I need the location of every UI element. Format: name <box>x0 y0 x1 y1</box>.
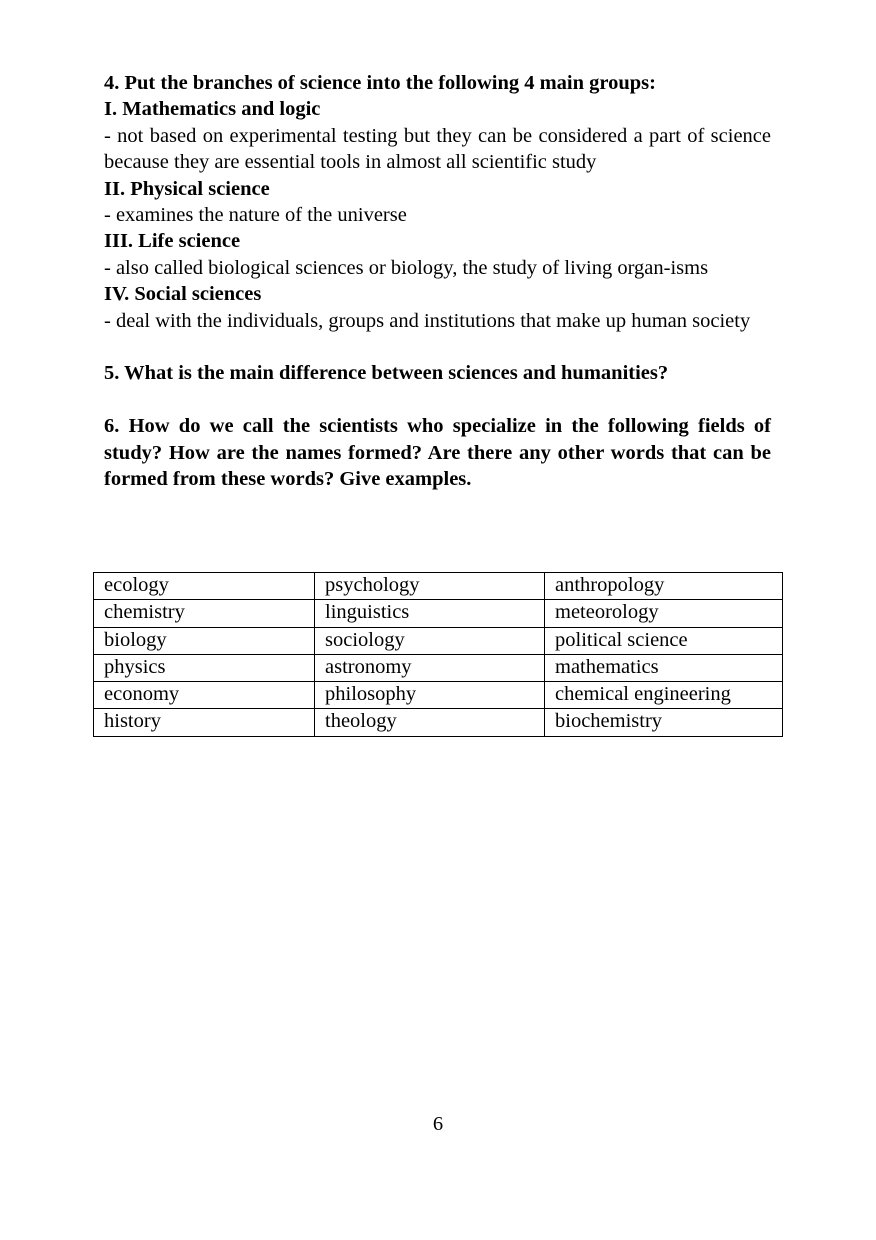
table-row <box>94 709 783 736</box>
page-body <box>104 70 771 492</box>
group-heading: IV. Social sciences <box>104 283 262 306</box>
question-6: 6. How do we call the scientists who specialize in the following fields of study? How are the names formed? Are there any other words that can be formed from these words? Give examples. <box>104 415 771 491</box>
group-heading: I. Mathematics and logic <box>104 98 321 121</box>
fields-table <box>93 572 783 737</box>
group-heading: II. Physical science <box>104 177 270 200</box>
group-heading: III. Life science <box>104 230 241 253</box>
table-cell: anthropology <box>545 573 783 600</box>
table-row <box>94 682 783 709</box>
group-description: - examines the nature of the universe <box>104 204 407 227</box>
table-cell: philosophy <box>315 682 545 709</box>
table-row <box>94 627 783 654</box>
question-5: 5. What is the main difference between sciences and humanities? <box>104 362 669 385</box>
table-cell: meteorology <box>545 600 783 627</box>
table-row <box>94 654 783 681</box>
table-cell: political science <box>545 627 783 654</box>
table-cell: linguistics <box>315 600 545 627</box>
table-cell: biochemistry <box>545 709 783 736</box>
table-cell: history <box>94 709 315 736</box>
table-cell: physics <box>94 654 315 681</box>
table-cell: astronomy <box>315 654 545 681</box>
group-description: - not based on experimental testing but they can be considered a part of science because they are essential tools in almost all scientific study <box>104 124 771 174</box>
table-cell: theology <box>315 709 545 736</box>
question-4-title: 4. Put the branches of science into the following 4 main groups: <box>104 72 656 94</box>
table-row <box>94 573 783 600</box>
table-row <box>94 600 783 627</box>
table-cell: biology <box>94 627 315 654</box>
table-cell: sociology <box>315 627 545 654</box>
page-number: 6 <box>432 1113 444 1135</box>
table-cell: psychology <box>315 573 545 600</box>
table-cell: ecology <box>94 573 315 600</box>
table-cell: chemistry <box>94 600 315 627</box>
table-cell: economy <box>94 682 315 709</box>
group-description: - also called biological sciences or biology, the study of living organ-isms <box>104 256 709 279</box>
table-cell: mathematics <box>545 654 783 681</box>
group-description: - deal with the individuals, groups and institutions that make up human society <box>104 309 751 332</box>
table-cell: chemical engineering <box>545 682 783 709</box>
